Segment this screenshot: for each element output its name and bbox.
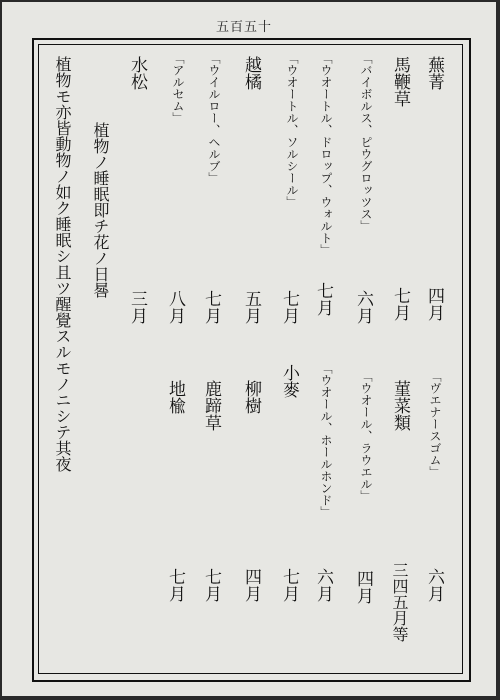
column-6-top: 五月	[241, 290, 261, 324]
column-8-mid: 八月	[165, 290, 185, 324]
column-4-lower: 「ウオール、ホールホンド」	[319, 362, 333, 518]
paragraph-line: 植物モ亦皆動物ノ如ク睡眠シ且ツ醒覺スルモノニシテ其夜	[53, 56, 72, 472]
column-3-top: 「ウオートル、ドロップ、ウォルト」	[319, 52, 333, 256]
column-3-lower: 「ウオール、ラウエル」	[359, 370, 373, 502]
page-number: 五百五十	[215, 20, 272, 35]
document-page	[2, 2, 496, 696]
column-2-lower: 菫菜類	[390, 380, 410, 431]
column-1-bottom: 六月	[424, 568, 444, 602]
column-5-bottom: 七月	[279, 568, 299, 602]
column-8-lower: 地楡	[165, 380, 185, 414]
column-4-top: 「ウオートル、ソルシール」	[285, 52, 299, 208]
column-5-top: 越橘	[241, 56, 261, 90]
column-2-note: 「バイボルス、ピウグロッツス」	[359, 52, 373, 232]
column-3-bottom: 四月	[353, 570, 373, 604]
column-6-bottom: 四月	[241, 568, 261, 602]
column-5-mid: 七月	[279, 290, 299, 324]
column-3-mid: 六月	[353, 290, 373, 324]
column-1-lower: 「ヴエナースゴム」	[428, 370, 442, 478]
column-5-lower: 小麥	[279, 364, 299, 398]
section-heading: 植物ノ睡眠即チ花ノ日晷	[91, 122, 110, 298]
column-2-mid: 七月	[390, 287, 410, 321]
column-7-mid: 七月	[201, 290, 221, 324]
column-6-lower: 柳樹	[241, 380, 261, 414]
column-4-mid: 七月	[313, 282, 333, 316]
column-1-mid: 四月	[424, 287, 444, 321]
column-8-bottom: 七月	[165, 568, 185, 602]
column-9-top: 水松	[127, 56, 147, 90]
column-7-top: 「ウイルロー、ヘルブ」	[207, 52, 221, 184]
column-8-top: 「アルセム」	[171, 52, 185, 124]
column-2-top: 馬鞭草	[390, 56, 410, 107]
column-7-lower: 鹿蹄草	[201, 380, 221, 431]
column-1-top: 蕪菁	[424, 56, 444, 90]
column-9-mid: 三月	[127, 290, 147, 324]
column-7-bottom: 七月	[201, 568, 221, 602]
column-4-bottom: 六月	[313, 568, 333, 602]
column-2-bottom: 三四五月等	[390, 562, 409, 642]
